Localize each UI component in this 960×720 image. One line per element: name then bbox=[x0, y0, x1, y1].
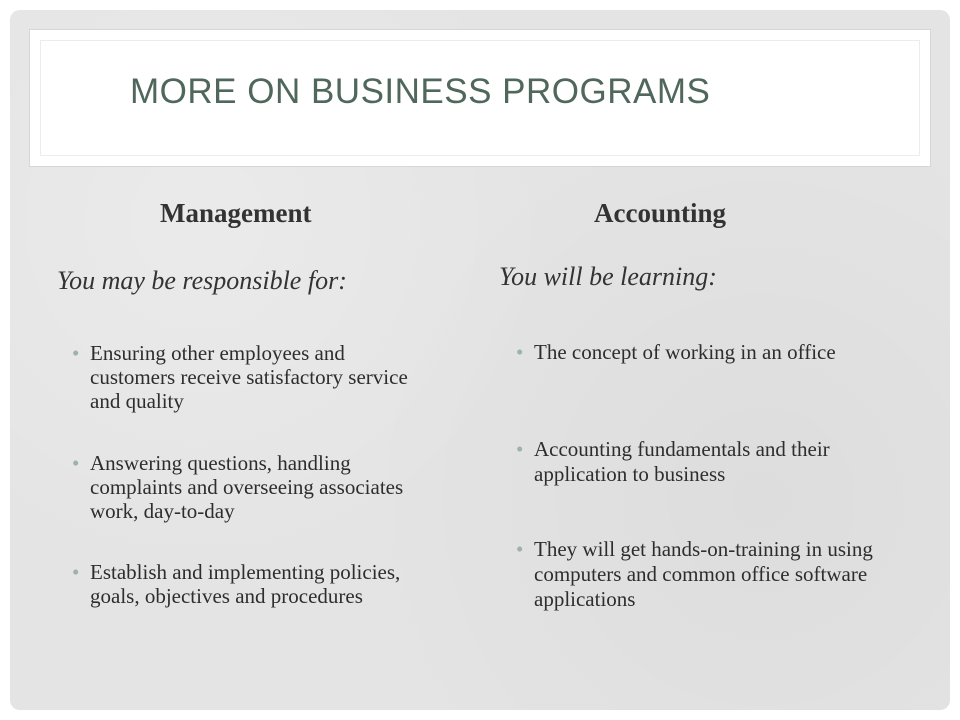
bullet-text: Establish and implementing policies, goals, objectives and procedures bbox=[90, 560, 401, 608]
slide-title: MORE ON BUSINESS PROGRAMS bbox=[130, 72, 711, 111]
bullet-text: Accounting fundamentals and their application to business bbox=[534, 437, 830, 486]
bullet-icon: • bbox=[72, 451, 80, 475]
bullet-icon: • bbox=[516, 437, 524, 461]
list-item bbox=[70, 341, 430, 413]
bullet-text: Answering questions, handling complaints and overseeing associates work, day-to-day bbox=[90, 451, 404, 523]
management-heading: Management bbox=[160, 198, 312, 228]
list-item bbox=[70, 451, 430, 523]
management-subheading: You may be responsible for: bbox=[57, 266, 347, 295]
bullet-icon: • bbox=[72, 341, 80, 365]
accounting-subheading: You will be learning: bbox=[499, 262, 717, 291]
bullet-text: The concept of working in an office bbox=[534, 340, 836, 364]
bullet-icon: • bbox=[516, 537, 524, 561]
list-item bbox=[514, 340, 914, 365]
accounting-heading: Accounting bbox=[594, 198, 727, 228]
bullet-text: Ensuring other employees and customers receive satisfactory service and quality bbox=[90, 341, 408, 413]
bullet-icon: • bbox=[72, 560, 80, 584]
list-item bbox=[514, 537, 914, 612]
bullet-icon: • bbox=[516, 340, 524, 364]
list-item bbox=[70, 560, 430, 608]
bullet-text: They will get hands-on-training in using computers and common office software applications bbox=[534, 537, 873, 611]
list-item bbox=[514, 437, 914, 487]
